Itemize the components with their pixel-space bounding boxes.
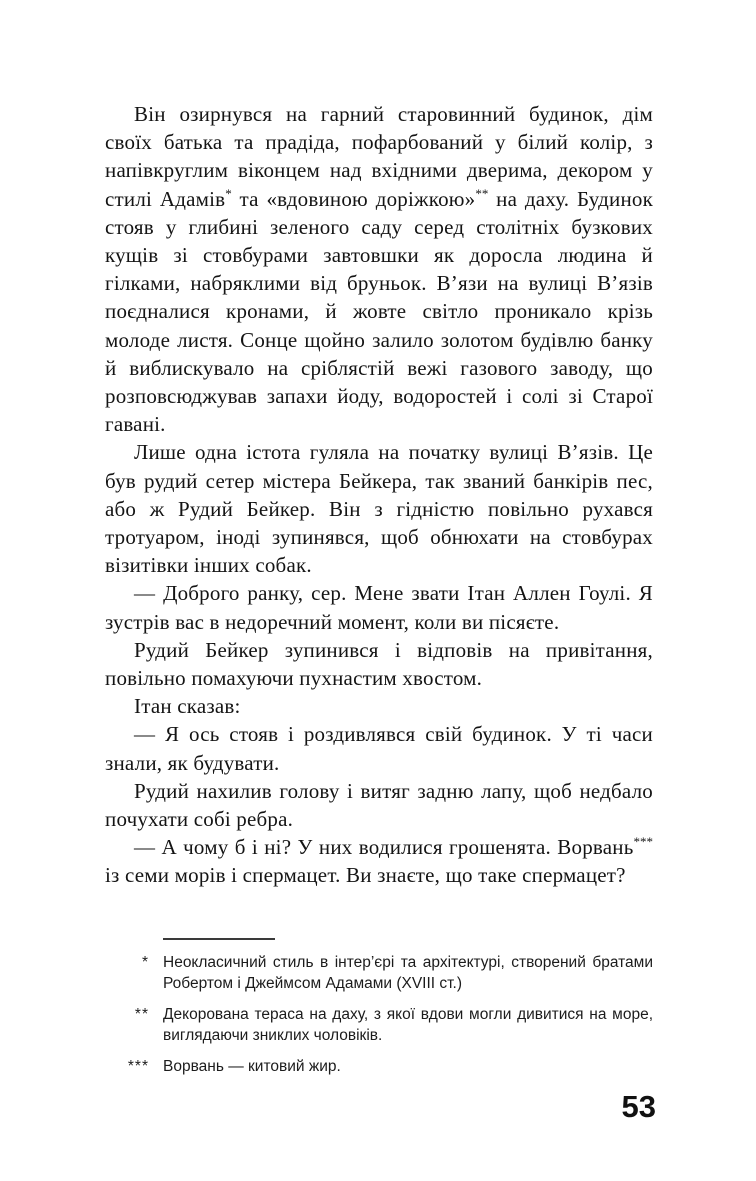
footnote (105, 1004, 653, 1047)
paragraph-text: Рудий Бейкер зупинився і відповів на привітання, повільно помахуючи пухнастим хвостом. (105, 637, 653, 691)
paragraph (105, 438, 653, 579)
footnote-list (105, 952, 653, 1078)
paragraph (105, 692, 653, 720)
footnotes-section (105, 938, 653, 1086)
footnote-reference-marker: *** (633, 834, 653, 850)
paragraph-text: — А чому б і ні? У них водилися грошенята. Ворвань (134, 835, 634, 860)
paragraph-text: Рудий нахилив голову і витяг задню лапу, щоб недбало почухати собі ребра. (105, 778, 653, 832)
footnote-text: Декорована тераса на даху, з якої вдови могли дивитися на море, виглядаючи зниклих чоловіків. (163, 1005, 653, 1044)
footnote-divider (163, 938, 275, 940)
paragraph-text: Він озирнувся на гарний старовинний будинок, дім своїх батька та прадіда, пофарбований у білий колір, з напівкруглим віконцем над вхідними дверима, декором у стилі Адамів (105, 102, 653, 211)
footnote-marker: *** (127, 1057, 149, 1075)
footnote-text: Ворвань — китовий жир. (163, 1057, 341, 1075)
paragraph-text: із семи морів і спермацет. Ви знаєте, що таке спермацет? (105, 863, 626, 888)
footnote (105, 1056, 653, 1078)
paragraph-text: та «вдовиною доріжкою» (231, 186, 476, 211)
paragraph (105, 720, 653, 776)
footnote (105, 952, 653, 995)
paragraph (105, 636, 653, 692)
body-text (105, 100, 653, 890)
paragraph (105, 777, 653, 833)
paragraph-text: Ітан сказав: (134, 694, 241, 719)
paragraph-text: на даху. Будинок стояв у глибині зеленого саду серед столітніх бузкових кущів зі стовбурами завтовшки як доросла людина й гілками, набряклими від бруньок. В’язи на вулиці В’язів поєдналися кронами, й жовте світло проникало крізь молоде листя. Сонце щойно залило золотом будівлю банку й виблискувало на сріблястій вежі газового заводу, що розповсюджував запахи йоду, водоростей і солі зі Старої гавані. (105, 186, 653, 437)
paragraph-text: — Я ось стояв і роздивлявся свій будинок. У ті часи знали, як будувати. (105, 722, 653, 775)
paragraph (105, 579, 653, 635)
footnote-reference-marker: * (225, 185, 232, 201)
footnote-marker: ** (134, 1005, 149, 1023)
paragraph (105, 833, 653, 889)
footnote-marker: * (141, 953, 149, 971)
paragraph-text: Лише одна істота гуляла на початку вулиці В’язів. Це був рудий сетер містера Бейкера, так званий банкірів пес, або ж Рудий Бейкер. Він з гідністю повільно рухався тротуаром, іноді зупинявся, щоб обнюхати на стовбурах візитівки інших собак. (105, 440, 653, 578)
page-number: 53 (621, 1089, 656, 1124)
paragraph-text: — Доброго ранку, сер. Мене звати Ітан Аллен Гоулі. Я зустрів вас в недоречний момент, коли ви пісяєте. (105, 581, 653, 634)
footnote-reference-marker: ** (475, 185, 489, 201)
footnote-text: Неокласичний стиль в інтер’єрі та архітектурі, створений братами Робертом і Джеймсом Адамами (XVIII ст.) (163, 953, 653, 992)
paragraph (105, 100, 653, 438)
